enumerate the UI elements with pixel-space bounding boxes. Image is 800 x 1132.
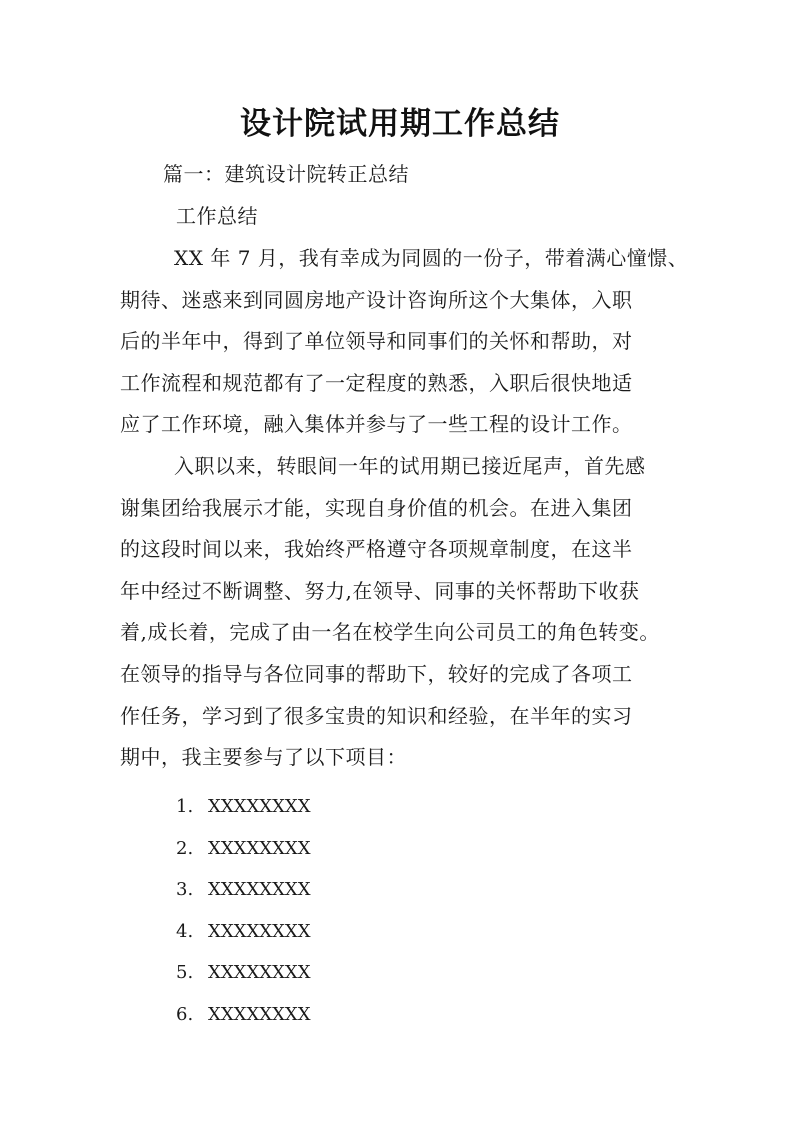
list-number: 6. xyxy=(176,1004,194,1025)
list-item xyxy=(176,878,311,902)
list-number: 1. xyxy=(176,796,194,817)
paragraph-line: 入职以来，转眼间一年的试用期已接近尾声，首先感 xyxy=(174,454,646,478)
paragraph-line: 后的半年中，得到了单位领导和同事们的关怀和帮助，对 xyxy=(120,329,633,353)
paragraph-line: 期待、迷惑来到同圆房地产设计咨询所这个大集体，入职 xyxy=(120,288,633,312)
paragraph-line: 谢集团给我展示才能，实现自身价值的机会。在进入集团 xyxy=(120,496,633,520)
list-item xyxy=(176,920,311,944)
paragraph-line: 作任务，学习到了很多宝贵的知识和经验，在半年的实习 xyxy=(120,704,633,728)
list-text: XXXXXXXX xyxy=(208,838,311,859)
paragraph-line: 工作流程和规范都有了一定程度的熟悉，入职后很快地适 xyxy=(120,371,633,395)
list-text: XXXXXXXX xyxy=(208,962,311,983)
list-text: XXXXXXXX xyxy=(208,796,311,817)
list-number: 3. xyxy=(176,879,194,900)
list-number: 5. xyxy=(176,962,194,983)
list-number: 2. xyxy=(176,838,194,859)
paragraph-line: 在领导的指导与各位同事的帮助下，较好的完成了各项工 xyxy=(120,662,633,686)
paragraph-line: 年中经过不断调整、努力,在领导、同事的关怀帮助下收获 xyxy=(120,579,640,603)
list-text: XXXXXXXX xyxy=(208,921,311,942)
list-text: XXXXXXXX xyxy=(208,879,311,900)
list-number: 4. xyxy=(176,921,194,942)
list-text: XXXXXXXX xyxy=(208,1004,311,1025)
paragraph-line: 应了工作环境，融入集体并参与了一些工程的设计工作。 xyxy=(120,412,633,436)
list-item xyxy=(176,1003,311,1027)
paragraph-line: 的这段时间以来，我始终严格遵守各项规章制度，在这半 xyxy=(120,537,633,561)
paragraph-line: 期中，我主要参与了以下项目： xyxy=(120,745,407,769)
list-item xyxy=(176,837,311,861)
section-heading: 篇一：建筑设计院转正总结 xyxy=(163,162,409,186)
paragraph-line: 着,成长着，完成了由一名在校学生向公司员工的角色转变。 xyxy=(120,620,660,644)
list-item xyxy=(176,795,311,819)
document-title: 设计院试用期工作总结 xyxy=(240,106,560,142)
sub-heading: 工作总结 xyxy=(176,204,258,228)
paragraph-line: XX 年 7 月，我有幸成为同圆的一份子，带着满心憧憬、 xyxy=(174,246,689,270)
list-item xyxy=(176,961,311,985)
